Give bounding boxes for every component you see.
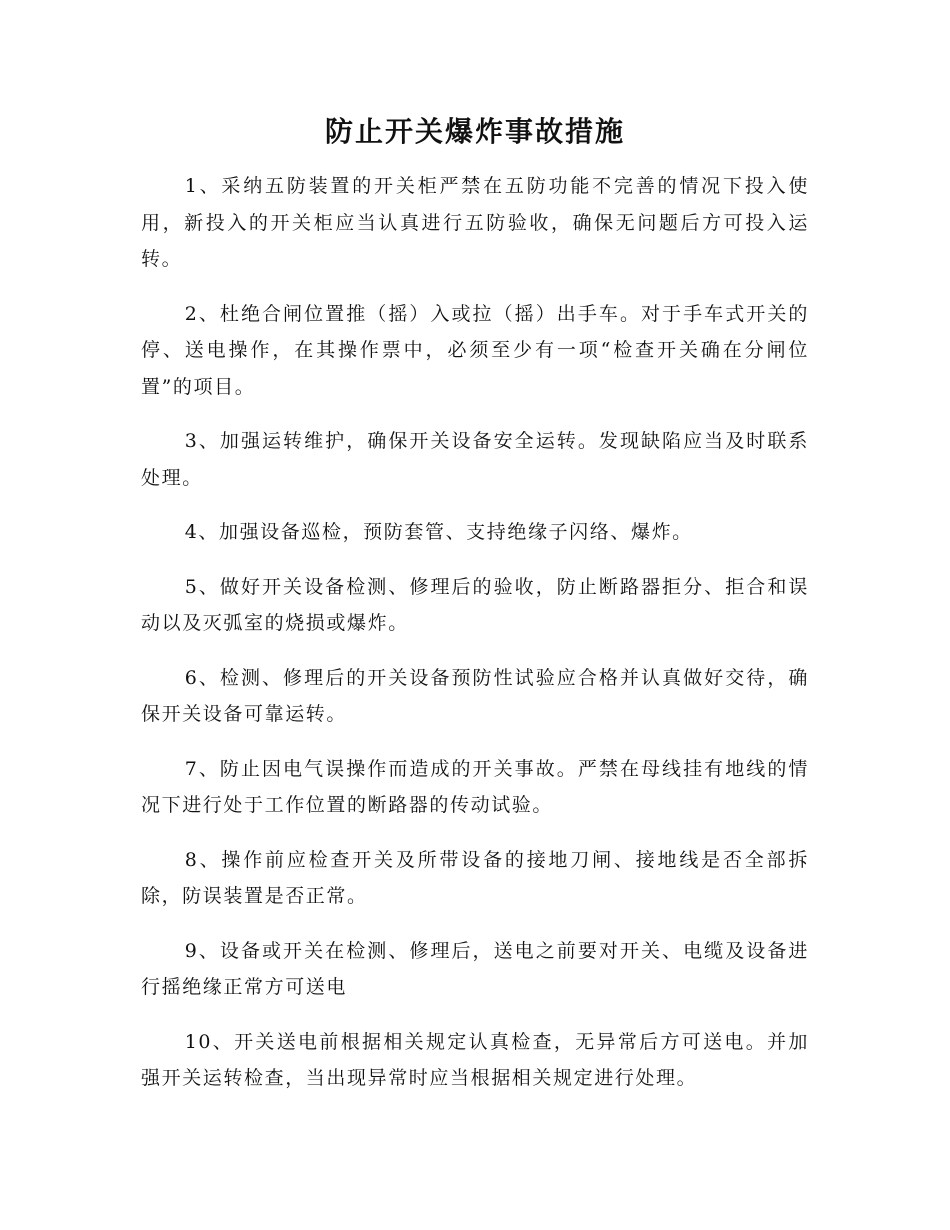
paragraph-9: 9、设备或开关在检测、修理后，送电之前要对开关、电缆及设备进行摇绝缘正常方可送电: [141, 939, 809, 998]
paragraph-6: 6、检测、修理后的开关设备预防性试验应合格并认真做好交待，确保开关设备可靠运转。: [141, 666, 809, 725]
paragraph-7: 7、防止因电气误操作而造成的开关事故。严禁在母线挂有地线的情况下进行处于工作位置的断路器的传动试验。: [141, 757, 809, 816]
paragraph-1: 1、采纳五防装置的开关柜严禁在五防功能不完善的情况下投入使用，新投入的开关柜应当认真进行五防验收，确保无问题后方可投入运转。: [141, 175, 809, 270]
paragraph-3: 3、加强运转维护，确保开关设备安全运转。发现缺陷应当及时联系处理。: [141, 430, 809, 489]
paragraph-2: 2、杜绝合闸位置推（摇）入或拉（摇）出手车。对于手车式开关的停、送电操作，在其操作票中，必须至少有一项“检查开关确在分闸位置”的项目。: [141, 302, 809, 398]
paragraph-8: 8、操作前应检查开关及所带设备的接地刀闸、接地线是否全部拆除，防误装置是否正常。: [141, 848, 809, 907]
paragraph-10: 10、开关送电前根据相关规定认真检查，无异常后方可送电。并加强开关运转检查，当出现异常时应当根据相关规定进行处理。: [141, 1030, 809, 1089]
document-body: [141, 168, 809, 1115]
paragraph-5: 5、做好开关设备检测、修理后的验收，防止断路器拒分、拒合和误动以及灭弧室的烧损或爆炸。: [141, 575, 809, 634]
document-title: 防止开关爆炸事故措施: [324, 115, 625, 148]
paragraph-4: 4、加强设备巡检，预防套管、支持绝缘子闪络、爆炸。: [184, 521, 693, 543]
